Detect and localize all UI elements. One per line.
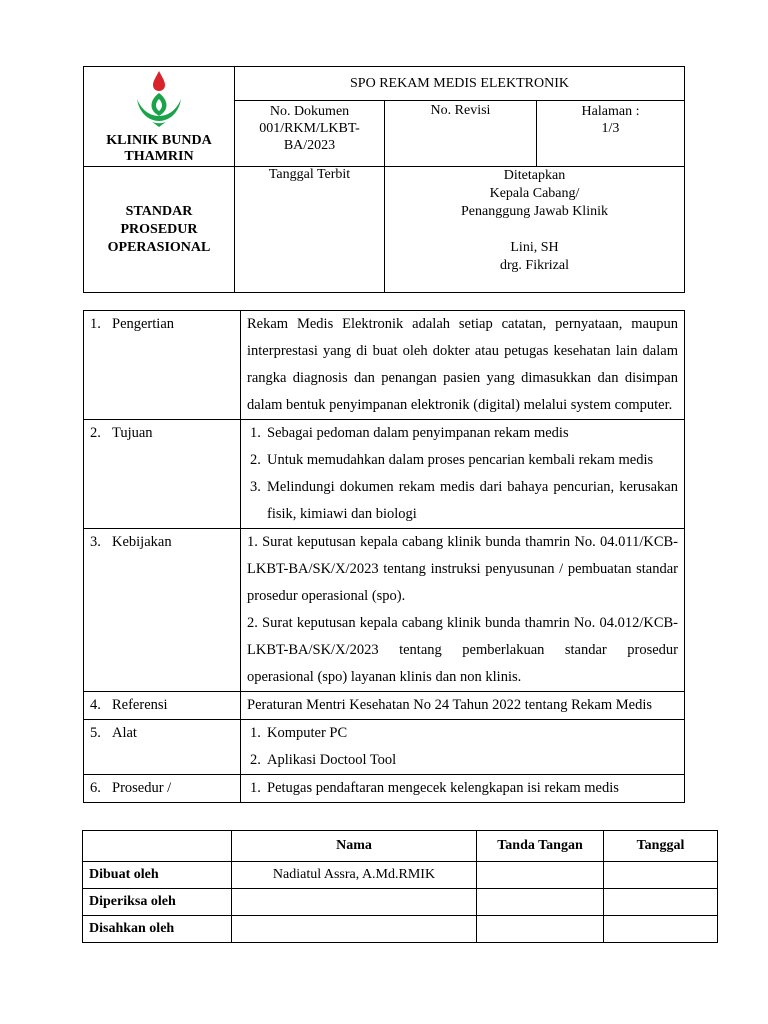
doc-number-label: No. Dokumen [269, 104, 350, 119]
list-item: 2. Untuk memudahkan dalam proses pencarian kembali rekam medis [250, 452, 654, 468]
page-value: 1/3 [601, 121, 620, 136]
document-header-table [83, 66, 685, 293]
section-number: 5. [90, 725, 101, 741]
section-body-reference: Peraturan Mentri Kesehatan No 24 Tahun 2022 tentang Rekam Medis [241, 692, 685, 720]
sop-content-table [83, 310, 685, 803]
signature-table [82, 830, 718, 943]
doc-number-cell [235, 101, 385, 167]
signature-sign [477, 889, 604, 916]
signature-header-sign: Tanda Tangan [477, 831, 604, 862]
signature-sign [477, 916, 604, 943]
sop-title-line2: PROSEDUR [120, 221, 198, 237]
section-number: 2. [90, 425, 101, 441]
signature-date [604, 916, 718, 943]
clinic-logo-cell [84, 67, 235, 167]
section-number: 1. [90, 316, 101, 332]
section-label-cell [84, 775, 241, 803]
clinic-name-line2: THAMRIN [124, 148, 194, 164]
signature-row [83, 862, 718, 889]
section-label: Kebijakan [112, 534, 172, 550]
sop-title-line1: STANDAR [125, 203, 193, 219]
signature-role: Dibuat oleh [83, 862, 232, 889]
section-body-tools [241, 720, 685, 775]
section-label-cell [84, 529, 241, 692]
section-body-policy [241, 529, 685, 692]
approval-line1: Ditetapkan [503, 168, 566, 183]
revision-label: No. Revisi [430, 103, 491, 118]
signature-header-blank [83, 831, 232, 862]
policy-paragraph: 2. Surat keputusan kepala cabang klinik bunda thamrin No. 04.012/KCB-LKBT-BA/SK/X/2023 tentang pemberlakuan standar prosedur operasional (spo) layanan klinis dan non klinis. [247, 615, 678, 685]
page-cell [537, 101, 685, 167]
signature-header-name: Nama [232, 831, 477, 862]
signature-header-date: Tanggal [604, 831, 718, 862]
section-row-purpose [84, 420, 685, 529]
approver-name2: drg. Fikrizal [500, 258, 569, 273]
section-label: Prosedur / [112, 780, 172, 796]
section-body-definition: Rekam Medis Elektronik adalah setiap catatan, pernyataan, maupun interprestasi yang di buat oleh dokter atau petugas kesehatan lain dalam rangka diagnosis dan penangan pasien yang dimasukkan dan disimpan dalam bentuk penyimpanan elektronik (digital) melalui system computer. [241, 311, 685, 420]
section-row-definition [84, 311, 685, 420]
document-title: SPO REKAM MEDIS ELEKTRONIK [235, 67, 685, 101]
section-label-cell [84, 311, 241, 420]
signature-row [83, 916, 718, 943]
signature-header-row [83, 831, 718, 862]
signature-role: Diperiksa oleh [83, 889, 232, 916]
section-label-cell [84, 692, 241, 720]
doc-number-value-line1: 001/RKM/LKBT- [259, 121, 360, 136]
revision-cell [385, 101, 537, 167]
section-row-procedure [84, 775, 685, 803]
clinic-name-line1: KLINIK BUNDA [106, 132, 212, 148]
section-number: 3. [90, 534, 101, 550]
section-label: Pengertian [112, 316, 175, 332]
list-item: 1. Petugas pendaftaran mengecek kelengkapan isi rekam medis [250, 780, 619, 796]
list-item: 3. Melindungi dokumen rekam medis dari bahaya pencurian, kerusakan fisik, kimiawi dan biologi [250, 479, 678, 522]
clinic-logo-icon [129, 69, 189, 129]
section-number: 6. [90, 780, 101, 796]
section-row-reference [84, 692, 685, 720]
list-item: 1. Sebagai pedoman dalam penyimpanan rekam medis [250, 425, 569, 441]
section-row-tools [84, 720, 685, 775]
section-label: Referensi [112, 697, 168, 713]
section-label-cell [84, 720, 241, 775]
signature-role: Disahkan oleh [83, 916, 232, 943]
page-label: Halaman : [581, 104, 640, 119]
section-body-purpose [241, 420, 685, 529]
approval-line2: Kepala Cabang/ [489, 186, 580, 201]
doc-number-value-line2: BA/2023 [283, 138, 336, 153]
signature-sign [477, 862, 604, 889]
signature-date [604, 889, 718, 916]
approval-cell [385, 167, 685, 293]
signature-row [83, 889, 718, 916]
list-item: 1. Komputer PC [250, 725, 348, 741]
signature-name: Nadiatul Assra, A.Md.RMIK [232, 862, 477, 889]
approval-line3: Penanggung Jawab Klinik [461, 204, 608, 219]
list-item: 2. Aplikasi Doctool Tool [250, 752, 397, 768]
signature-date [604, 862, 718, 889]
section-label-cell [84, 420, 241, 529]
section-body-procedure [241, 775, 685, 803]
sop-title-cell [84, 167, 235, 293]
section-label: Alat [112, 725, 137, 741]
signature-name [232, 916, 477, 943]
section-number: 4. [90, 697, 101, 713]
section-label: Tujuan [112, 425, 153, 441]
sop-title-line3: OPERASIONAL [107, 239, 211, 255]
section-row-policy [84, 529, 685, 692]
policy-paragraph: 1. Surat keputusan kepala cabang klinik bunda thamrin No. 04.011/KCB-LKBT-BA/SK/X/2023 tentang instruksi penyusunan / pembuatan standar prosedur operasional (spo). [247, 534, 678, 604]
approver-name1: Lini, SH [510, 240, 559, 255]
signature-name [232, 889, 477, 916]
issue-date-label: Tanggal Terbit [268, 167, 351, 182]
issue-date-cell [235, 167, 385, 293]
